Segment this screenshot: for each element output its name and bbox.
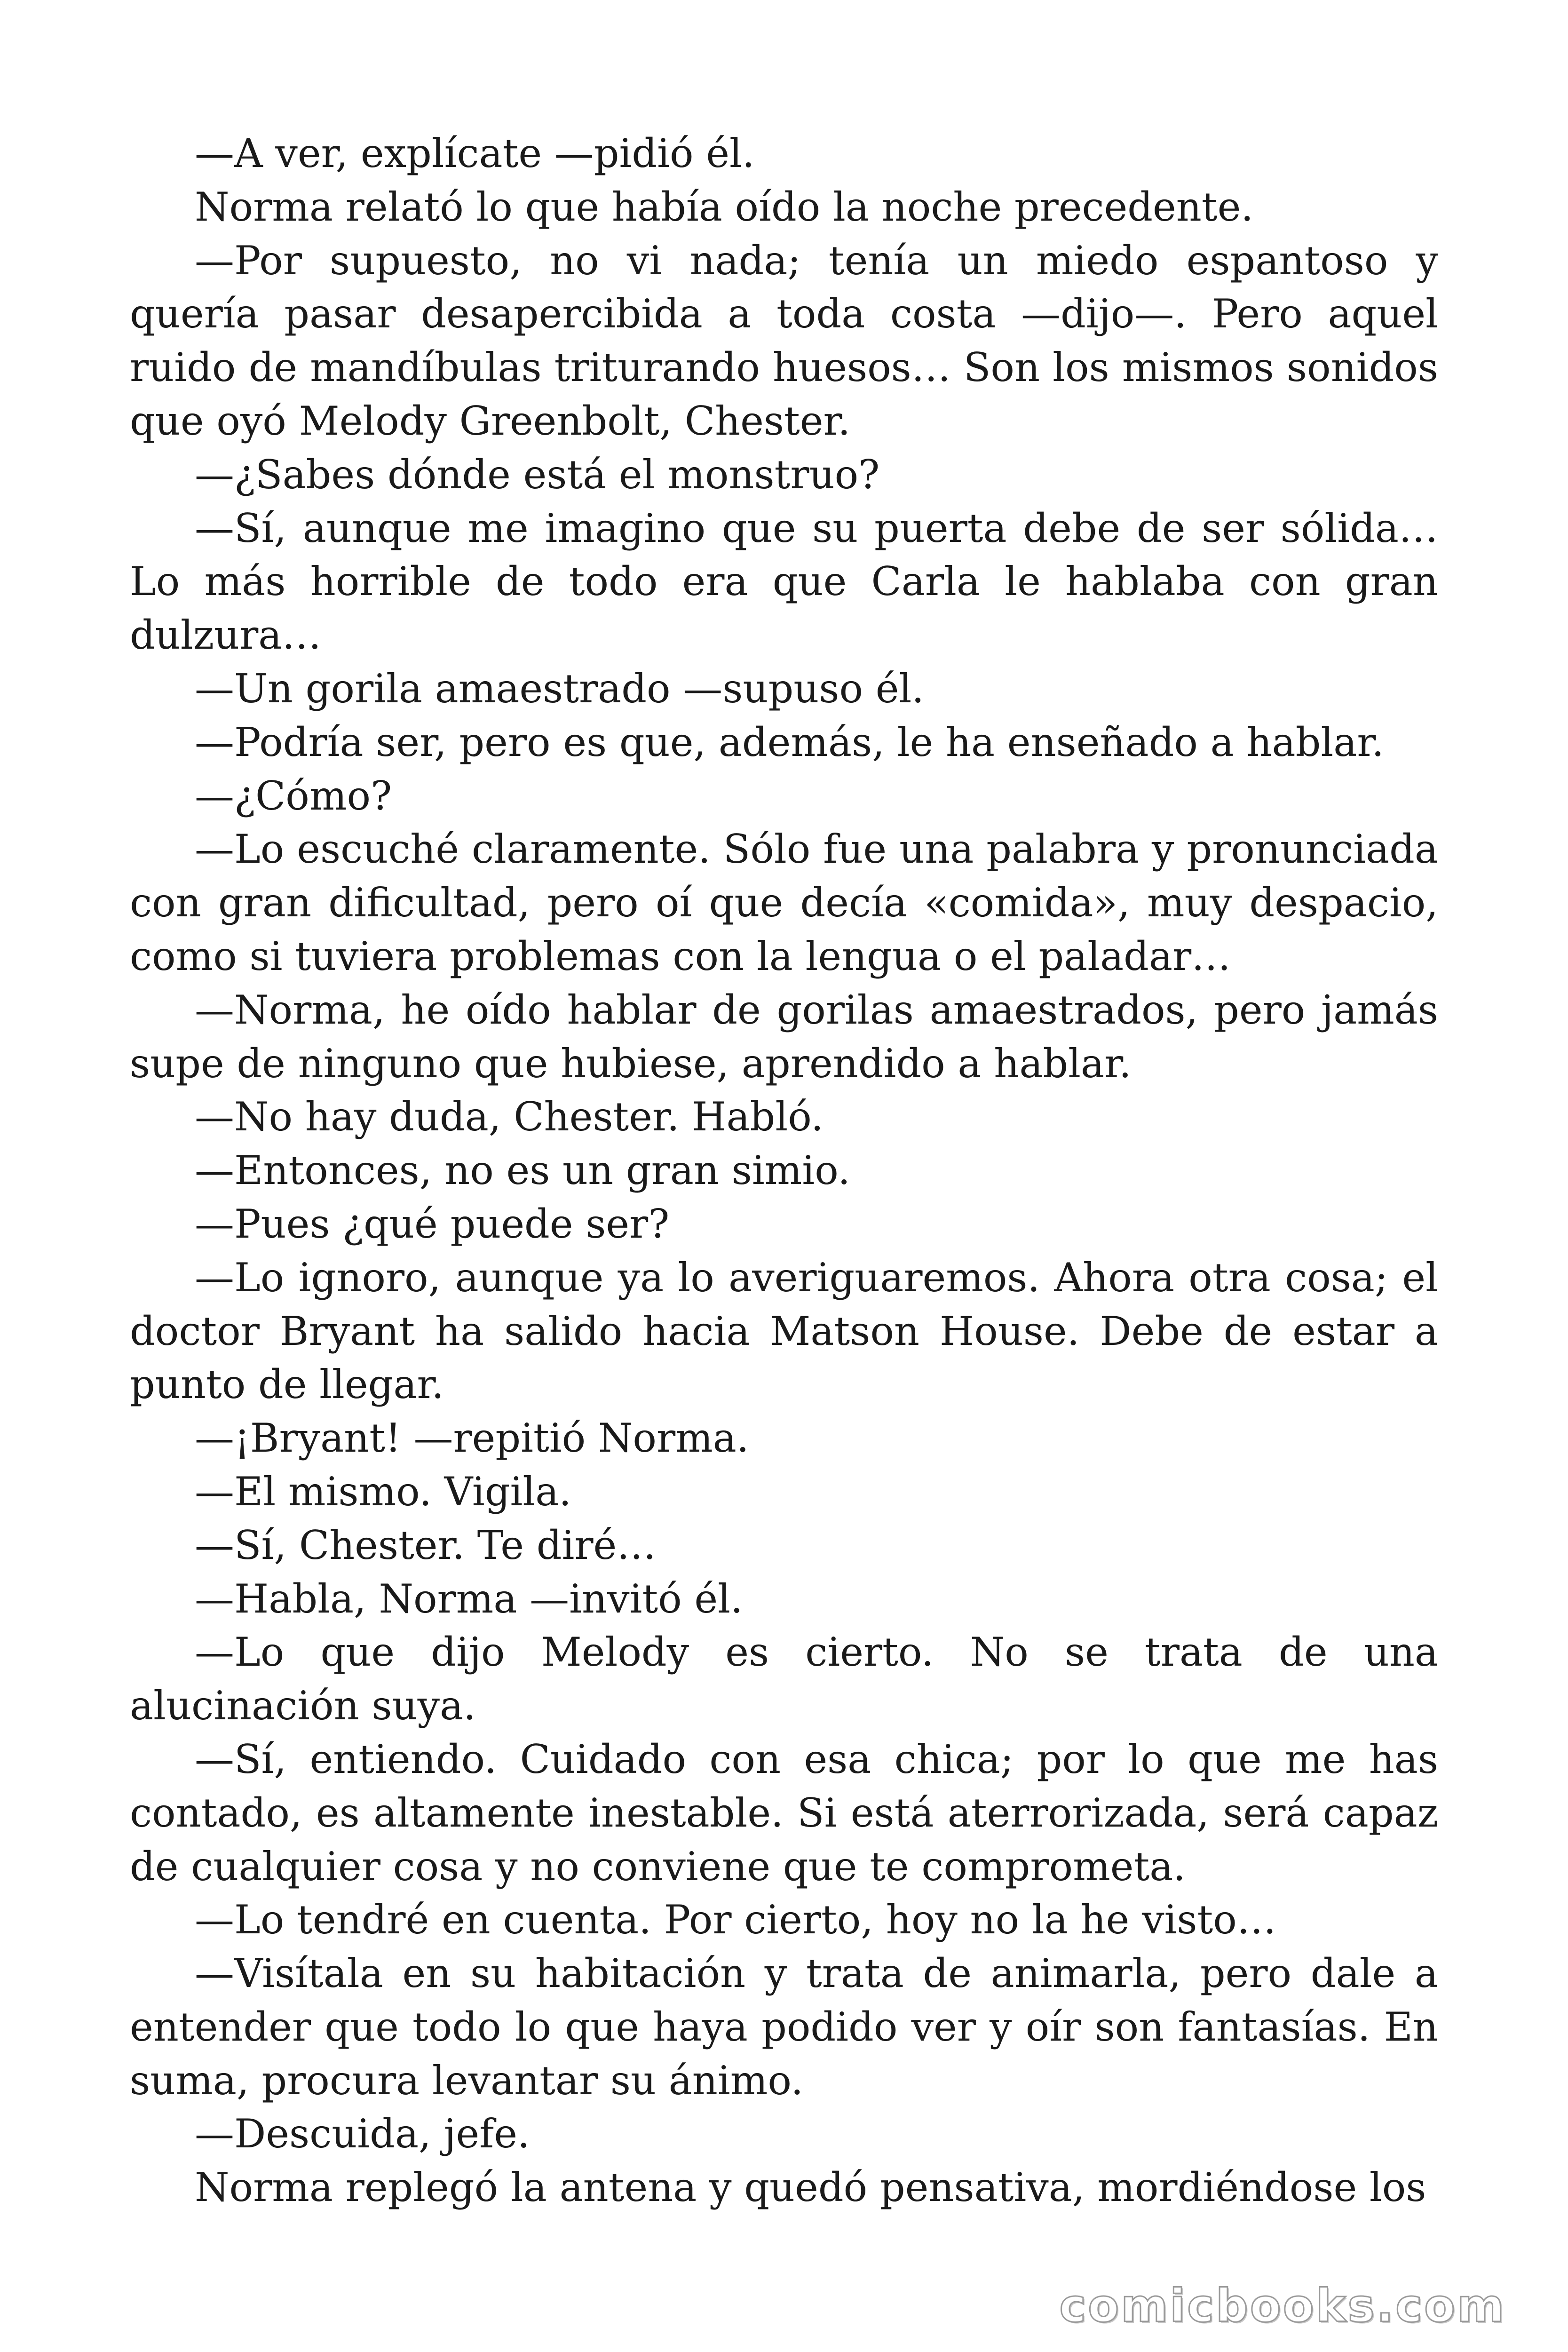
paragraph-16: —El mismo. Vigila. <box>195 1468 571 1515</box>
paragraph-7: —Podría ser, pero es que, además, le ha enseñado a hablar. <box>195 719 1384 765</box>
paragraph-5: —Sí, aunque me imagino que su puerta debe de ser sólida… Lo más horrible de todo era que Carla le hablaba con gran dulzura… <box>130 505 1438 659</box>
watermark: comicbooks.com <box>1059 2280 1506 2332</box>
paragraph-11: —No hay duda, Chester. Habló. <box>195 1094 824 1140</box>
paragraph-4: —¿Sabes dónde está el monstruo? <box>195 451 880 498</box>
paragraph-13: —Pues ¿qué puede ser? <box>195 1200 670 1247</box>
paragraph-20: —Sí, entiendo. Cuidado con esa chica; por lo que me has contado, es altamente inestable. Si está aterrorizada, será capaz de cualquier cosa y no conviene que te comprometa. <box>130 1736 1438 1890</box>
paragraph-21: —Lo tendré en cuenta. Por cierto, hoy no la he visto… <box>195 1897 1276 1943</box>
paragraph-10: —Norma, he oído hablar de gorilas amaestrados, pero jamás supe de ninguno que hubiese, aprendido a hablar. <box>130 986 1438 1087</box>
paragraph-9: —Lo escuché claramente. Sólo fue una palabra y pronunciada con gran dificultad, pero oí que decía «comida», muy despacio, como si tuviera problemas con la lengua o el paladar… <box>130 826 1438 979</box>
body-text <box>130 127 1438 2215</box>
paragraph-22: —Visítala en su habitación y trata de animarla, pero dale a entender que todo lo que haya podido ver y oír son fantasías. En suma, procura levantar su ánimo. <box>130 1950 1438 2104</box>
paragraph-12: —Entonces, no es un gran simio. <box>195 1147 850 1194</box>
paragraph-18: —Habla, Norma —invitó él. <box>195 1575 743 1622</box>
paragraph-23: —Descuida, jefe. <box>195 2111 530 2157</box>
paragraph-15: —¡Bryant! —repitió Norma. <box>195 1415 749 1462</box>
paragraph-14: —Lo ignoro, aunque ya lo averiguaremos. Ahora otra cosa; el doctor Bryant ha salido hacia Matson House. Debe de estar a punto de llegar. <box>130 1254 1438 1408</box>
paragraph-19: —Lo que dijo Melody es cierto. No se trata de una alucinación suya. <box>130 1629 1438 1729</box>
paragraph-8: —¿Cómo? <box>195 772 392 819</box>
paragraph-6: —Un gorila amaestrado —supuso él. <box>195 665 925 712</box>
paragraph-2: Norma relató lo que había oído la noche precedente. <box>195 183 1254 230</box>
paragraph-17: —Sí, Chester. Te diré… <box>195 1522 657 1568</box>
paragraph-1: —A ver, explícate —pidió él. <box>195 130 755 176</box>
paragraph-3: —Por supuesto, no vi nada; tenía un miedo espantoso y quería pasar desapercibida a toda costa —dijo—. Pero aquel ruido de mandíbulas triturando huesos… Son los mismos sonidos que oyó Melody Greenbolt, Chester. <box>130 237 1438 444</box>
paragraph-24: Norma replegó la antena y quedó pensativa, mordiéndose los <box>195 2164 1426 2211</box>
